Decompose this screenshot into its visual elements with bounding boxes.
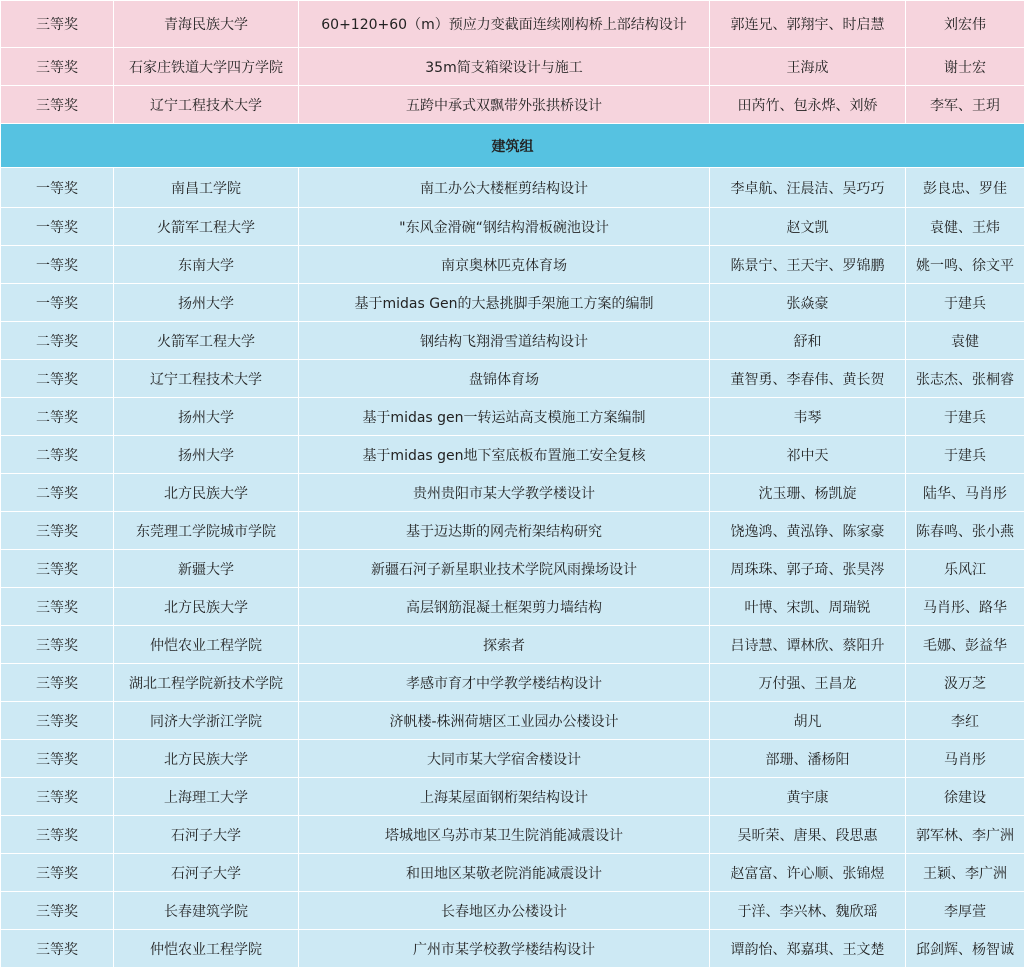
table-row <box>1 86 1024 124</box>
cell-advisor: 李红 <box>906 702 1024 740</box>
cell-advisor: 汲万芝 <box>906 664 1024 702</box>
cell-students: 王海成 <box>710 48 906 86</box>
section-header-architecture <box>1 124 1024 168</box>
table-row <box>1 436 1024 474</box>
cell-project: 长春地区办公楼设计 <box>299 892 710 930</box>
cell-project: 广州市某学校教学楼结构设计 <box>299 930 710 968</box>
table-row <box>1 284 1024 322</box>
cell-advisor: 王颖、李广洲 <box>906 854 1024 892</box>
table-row <box>1 930 1024 968</box>
cell-award: 二等奖 <box>1 322 114 360</box>
cell-award: 三等奖 <box>1 86 114 124</box>
architecture-group-rows <box>1 168 1024 968</box>
cell-project: 贵州贵阳市某大学教学楼设计 <box>299 474 710 512</box>
table-row <box>1 588 1024 626</box>
table-row <box>1 702 1024 740</box>
cell-students: 李卓航、汪晨洁、吴巧巧 <box>710 168 906 208</box>
section-title: 建筑组 <box>1 124 1024 168</box>
cell-advisor: 彭良忠、罗佳 <box>906 168 1024 208</box>
cell-school: 火箭军工程大学 <box>114 208 299 246</box>
cell-students: 赵文凯 <box>710 208 906 246</box>
cell-students: 陈景宁、王天宇、罗锦鹏 <box>710 246 906 284</box>
cell-project: 基于midas Gen的大悬挑脚手架施工方案的编制 <box>299 284 710 322</box>
cell-students: 沈玉珊、杨凯旋 <box>710 474 906 512</box>
cell-award: 一等奖 <box>1 208 114 246</box>
cell-advisor: 袁健、王炜 <box>906 208 1024 246</box>
cell-award: 二等奖 <box>1 474 114 512</box>
cell-school: 石河子大学 <box>114 854 299 892</box>
cell-advisor: 郭军林、李广洲 <box>906 816 1024 854</box>
cell-award: 三等奖 <box>1 892 114 930</box>
table-row <box>1 246 1024 284</box>
table-row <box>1 208 1024 246</box>
cell-advisor: 马肖彤 <box>906 740 1024 778</box>
table-row <box>1 816 1024 854</box>
cell-students: 舒和 <box>710 322 906 360</box>
cell-project: 基于迈达斯的网壳桁架结构研究 <box>299 512 710 550</box>
cell-award: 三等奖 <box>1 702 114 740</box>
cell-students: 董智勇、李春伟、黄长贺 <box>710 360 906 398</box>
table-row <box>1 892 1024 930</box>
cell-school: 湖北工程学院新技术学院 <box>114 664 299 702</box>
cell-award: 三等奖 <box>1 778 114 816</box>
cell-school: 扬州大学 <box>114 284 299 322</box>
table-row <box>1 48 1024 86</box>
table-row <box>1 360 1024 398</box>
table-row <box>1 550 1024 588</box>
table-row <box>1 1 1024 48</box>
cell-advisor: 于建兵 <box>906 398 1024 436</box>
cell-project: 塔城地区乌苏市某卫生院消能减震设计 <box>299 816 710 854</box>
table-row <box>1 322 1024 360</box>
table-row <box>1 778 1024 816</box>
bridge-group-rows <box>1 1 1024 124</box>
cell-students: 周珠珠、郭子琦、张昊涔 <box>710 550 906 588</box>
cell-project: 钢结构飞翔滑雪道结构设计 <box>299 322 710 360</box>
cell-project: "东风金滑碗“钢结构滑板碗池设计 <box>299 208 710 246</box>
cell-project: 和田地区某敬老院消能减震设计 <box>299 854 710 892</box>
cell-award: 三等奖 <box>1 550 114 588</box>
cell-students: 张焱豪 <box>710 284 906 322</box>
cell-advisor: 于建兵 <box>906 284 1024 322</box>
cell-advisor: 谢士宏 <box>906 48 1024 86</box>
cell-school: 同济大学浙江学院 <box>114 702 299 740</box>
cell-students: 部珊、潘杨阳 <box>710 740 906 778</box>
cell-award: 三等奖 <box>1 816 114 854</box>
cell-students: 田芮竹、包永烨、刘娇 <box>710 86 906 124</box>
table-row <box>1 626 1024 664</box>
cell-advisor: 姚一鸣、徐文平 <box>906 246 1024 284</box>
cell-award: 二等奖 <box>1 398 114 436</box>
cell-students: 韦琴 <box>710 398 906 436</box>
cell-award: 三等奖 <box>1 854 114 892</box>
cell-project: 探索者 <box>299 626 710 664</box>
cell-project: 孝感市育才中学教学楼结构设计 <box>299 664 710 702</box>
cell-school: 火箭军工程大学 <box>114 322 299 360</box>
cell-school: 扬州大学 <box>114 436 299 474</box>
cell-project: 盘锦体育场 <box>299 360 710 398</box>
cell-school: 辽宁工程技术大学 <box>114 86 299 124</box>
cell-award: 三等奖 <box>1 740 114 778</box>
cell-award: 一等奖 <box>1 246 114 284</box>
cell-advisor: 陈春鸣、张小燕 <box>906 512 1024 550</box>
cell-school: 青海民族大学 <box>114 1 299 48</box>
cell-school: 上海理工大学 <box>114 778 299 816</box>
cell-project: 大同市某大学宿舍楼设计 <box>299 740 710 778</box>
cell-students: 胡凡 <box>710 702 906 740</box>
cell-advisor: 于建兵 <box>906 436 1024 474</box>
cell-school: 北方民族大学 <box>114 740 299 778</box>
table-row <box>1 168 1024 208</box>
cell-advisor: 李军、王玥 <box>906 86 1024 124</box>
cell-school: 石河子大学 <box>114 816 299 854</box>
cell-advisor: 邱剑辉、杨智诚 <box>906 930 1024 968</box>
cell-project: 基于midas gen地下室底板布置施工安全复核 <box>299 436 710 474</box>
cell-school: 北方民族大学 <box>114 474 299 512</box>
table-row <box>1 512 1024 550</box>
cell-students: 赵富富、许心顺、张锦煜 <box>710 854 906 892</box>
cell-project: 新疆石河子新星职业技术学院风雨操场设计 <box>299 550 710 588</box>
cell-project: 济帆楼-株洲荷塘区工业园办公楼设计 <box>299 702 710 740</box>
cell-school: 扬州大学 <box>114 398 299 436</box>
cell-award: 二等奖 <box>1 436 114 474</box>
cell-school: 东莞理工学院城市学院 <box>114 512 299 550</box>
cell-award: 一等奖 <box>1 284 114 322</box>
cell-advisor: 马肖彤、路华 <box>906 588 1024 626</box>
cell-award: 三等奖 <box>1 48 114 86</box>
cell-award: 三等奖 <box>1 588 114 626</box>
cell-advisor: 陆华、马肖彤 <box>906 474 1024 512</box>
cell-advisor: 徐建设 <box>906 778 1024 816</box>
cell-award: 三等奖 <box>1 626 114 664</box>
cell-award: 三等奖 <box>1 1 114 48</box>
cell-advisor: 毛娜、彭益华 <box>906 626 1024 664</box>
cell-project: 高层钢筋混凝土框架剪力墙结构 <box>299 588 710 626</box>
cell-project: 60+120+60（m）预应力变截面连续刚构桥上部结构设计 <box>299 1 710 48</box>
cell-advisor: 李厚萱 <box>906 892 1024 930</box>
cell-school: 北方民族大学 <box>114 588 299 626</box>
cell-school: 长春建筑学院 <box>114 892 299 930</box>
cell-project: 五跨中承式双飘带外张拱桥设计 <box>299 86 710 124</box>
cell-students: 饶逸鸿、黄泓铮、陈家豪 <box>710 512 906 550</box>
cell-students: 黄宇康 <box>710 778 906 816</box>
cell-school: 仲恺农业工程学院 <box>114 930 299 968</box>
cell-students: 万付强、王昌龙 <box>710 664 906 702</box>
cell-school: 东南大学 <box>114 246 299 284</box>
cell-award: 三等奖 <box>1 512 114 550</box>
cell-school: 仲恺农业工程学院 <box>114 626 299 664</box>
cell-advisor: 袁健 <box>906 322 1024 360</box>
cell-award: 三等奖 <box>1 664 114 702</box>
cell-students: 叶博、宋凯、周瑞锐 <box>710 588 906 626</box>
cell-project: 南工办公大楼框剪结构设计 <box>299 168 710 208</box>
cell-students: 郭连兄、郭翔宇、时启慧 <box>710 1 906 48</box>
cell-school: 新疆大学 <box>114 550 299 588</box>
cell-students: 于洋、李兴林、魏欣瑶 <box>710 892 906 930</box>
table-row <box>1 664 1024 702</box>
cell-advisor: 张志杰、张桐睿 <box>906 360 1024 398</box>
table-row <box>1 474 1024 512</box>
table-row <box>1 740 1024 778</box>
cell-award: 一等奖 <box>1 168 114 208</box>
cell-project: 基于midas gen一转运站高支模施工方案编制 <box>299 398 710 436</box>
cell-students: 谭韵怡、郑嘉琪、王文楚 <box>710 930 906 968</box>
cell-award: 二等奖 <box>1 360 114 398</box>
cell-advisor: 刘宏伟 <box>906 1 1024 48</box>
cell-school: 南昌工学院 <box>114 168 299 208</box>
cell-award: 三等奖 <box>1 930 114 968</box>
cell-students: 祁中天 <box>710 436 906 474</box>
table-row <box>1 854 1024 892</box>
cell-school: 辽宁工程技术大学 <box>114 360 299 398</box>
cell-school: 石家庄铁道大学四方学院 <box>114 48 299 86</box>
cell-students: 吴昕荣、唐果、段思惠 <box>710 816 906 854</box>
cell-students: 吕诗慧、谭林欣、蔡阳升 <box>710 626 906 664</box>
table-row <box>1 398 1024 436</box>
cell-project: 南京奥林匹克体育场 <box>299 246 710 284</box>
cell-project: 上海某屋面钢桁架结构设计 <box>299 778 710 816</box>
cell-advisor: 乐风江 <box>906 550 1024 588</box>
cell-project: 35m简支箱梁设计与施工 <box>299 48 710 86</box>
